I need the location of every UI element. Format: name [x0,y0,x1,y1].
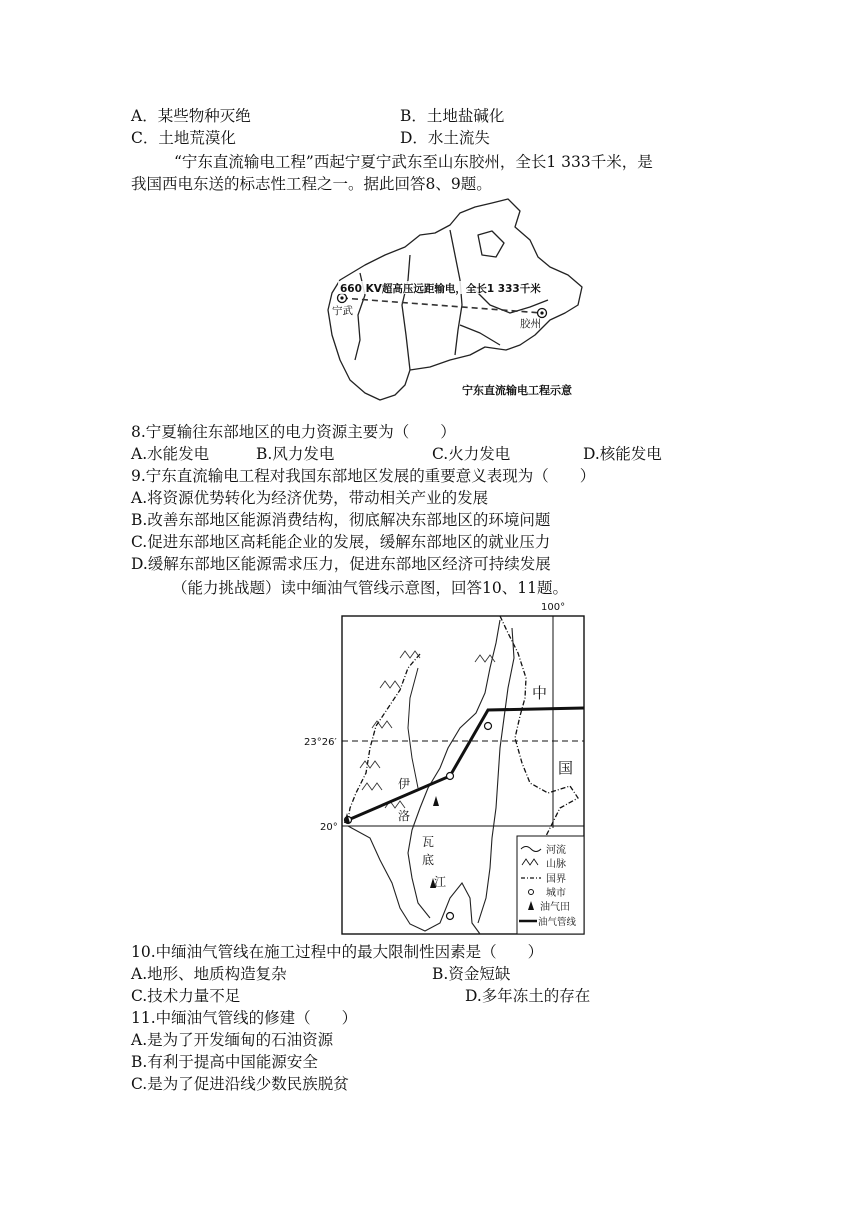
legend-city: 城市 [546,888,566,899]
map2-country-char-2: 国 [558,759,574,777]
map1-line-label: 660 KV超高压远距输电，全长1 333千米 [340,283,541,295]
legend-oil-field: 油气田 [540,902,570,913]
q8-option-a: A.水能发电 [131,445,210,463]
q10-option-d: D.多年冻土的存在 [465,987,591,1005]
q10-option-c: C.技术力量不足 [131,987,241,1005]
map2-city-mandalay [447,773,454,780]
map2-river-char-3: 瓦 [422,835,435,849]
legend-river: 河流 [546,845,566,856]
map2-city-yangon [447,913,454,920]
q8-option-b: B.风力发电 [256,445,335,463]
q8-option-c: C.火力发电 [432,445,511,463]
map2-river-char-4: 底 [422,853,435,867]
q7-option-c: C．土地荒漠化 [131,129,236,147]
map2-coast [348,826,480,934]
map1-transmission-line [342,298,542,313]
map1-city-west-label: 宁武 [332,305,353,317]
map2-country-char-1: 中 [532,684,548,702]
map2-oil-field-central [433,796,439,806]
map2-river-char-2: 洛 [398,809,411,823]
map2-salween-river [478,628,514,923]
legend-mountain: 山脉 [546,859,566,870]
q7-option-a: A．某些物种灭绝 [131,107,251,125]
q9-option-a: A.将资源优势转化为经济优势，带动相关产业的发展 [131,489,489,507]
q9-option-d: D.缓解东部地区能源需求压力，促进东部地区经济可持续发展 [131,555,551,573]
q11-option-c: C.是为了促进沿线少数民族脱贫 [131,1075,349,1093]
map2-lat20-label: 20° [320,822,338,833]
q11-stem: 11.中缅油气管线的修建（ ） [131,1009,358,1027]
q11-option-b: B.有利于提高中国能源安全 [131,1053,318,1071]
legend-border: 国界 [546,874,566,885]
legend-pipeline: 油气管线 [538,917,577,928]
map2-river-west [408,668,418,788]
intro-pipeline: （能力挑战题）读中缅油气管线示意图，回答10、11题。 [172,579,568,597]
map2-tropic-label: 23°26′ [304,737,337,748]
intro-ningdong-line1: “宁东直流输电工程”西起宁夏宁武东至山东胶州，全长1 333千米，是 [174,153,653,171]
ningdong-transmission-map [310,195,600,415]
map1-city-east-marker [538,309,547,318]
china-myanmar-pipeline-map [300,598,595,938]
map1-caption: 宁东直流输电工程示意 [462,384,572,397]
intro-ningdong-line2: 我国西电东送的标志性工程之一。据此回答8、9题。 [131,175,492,193]
q10-stem: 10.中缅油气管线在施工过程中的最大限制性因素是（ ） [131,943,544,961]
map1-border-henan [460,325,500,345]
q8-stem: 8.宁夏输往东部地区的电力资源主要为（ ） [131,423,456,441]
q7-option-b: B．土地盐碱化 [400,107,505,125]
q10-option-b: B.资金短缺 [432,965,511,983]
map2-river-char-5: 江 [434,875,447,889]
map2-river-char-1: 伊 [398,777,411,791]
map2-legend [517,836,584,934]
map1-border-beijing [478,231,504,257]
q7-option-d: D．水土流失 [400,129,490,147]
map1-border-shaanxi-shanxi [402,255,410,370]
map2-lon-label: 100° [541,602,566,613]
map2-oil-gas-pipeline [348,708,584,820]
q10-option-a: A.地形、地质构造复杂 [131,965,287,983]
q9-stem: 9.宁东直流输电工程对我国东部地区发展的重要意义表现为（ ） [131,467,596,485]
map1-city-east-label: 胶州 [520,318,541,330]
map2-city-ruili [485,723,492,730]
q9-option-b: B.改善东部地区能源消费结构，彻底解决东部地区的环境问题 [131,511,551,529]
q11-option-a: A.是为了开发缅甸的石油资源 [131,1031,334,1049]
q8-option-d: D.核能发电 [583,445,662,463]
q9-option-c: C.促进东部地区高耗能企业的发展，缓解东部地区的就业压力 [131,533,551,551]
